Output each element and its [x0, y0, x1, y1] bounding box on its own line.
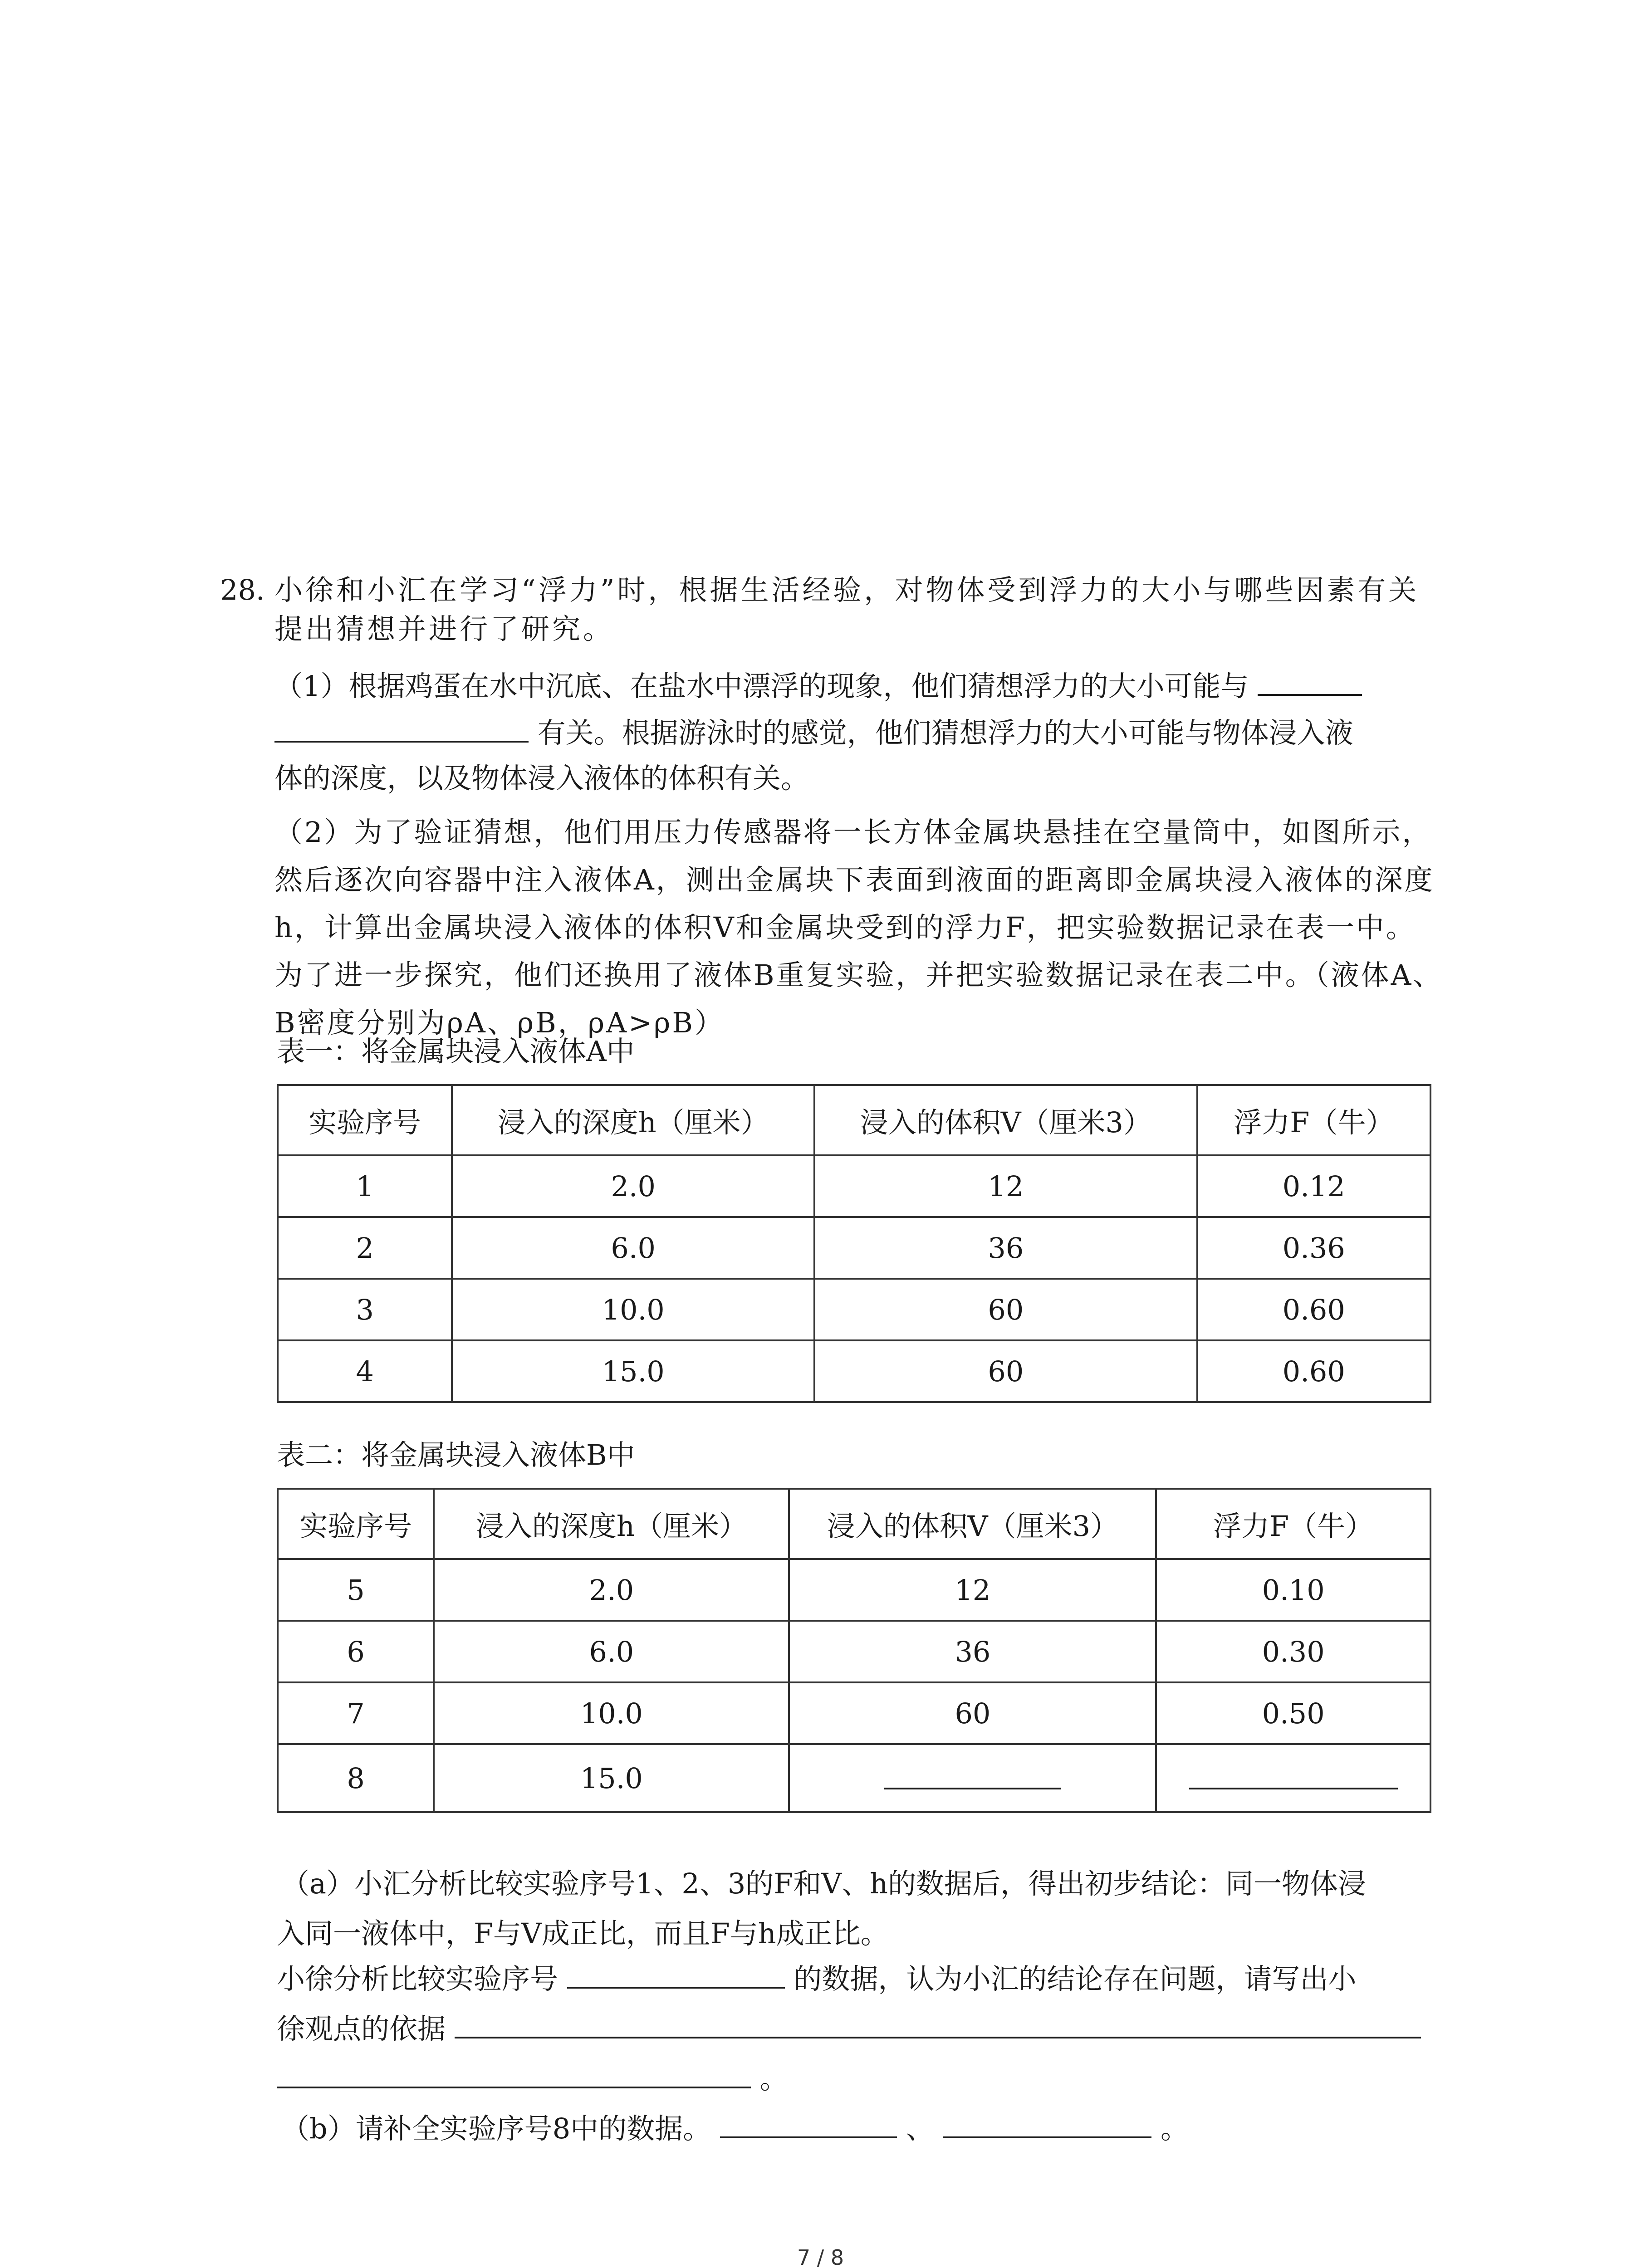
- table-cell: 0.50: [1156, 1682, 1430, 1744]
- sub-a-end: 。: [759, 2062, 788, 2095]
- table-cell: 0.60: [1197, 1340, 1430, 1402]
- table-row: [278, 1559, 1430, 1621]
- table-cell: 3: [278, 1279, 452, 1340]
- table1-header-cell: 实验序号: [278, 1085, 452, 1155]
- part1-line2: [274, 714, 1353, 753]
- part1-text-a: （1）根据鸡蛋在水中沉底、在盐水中漂浮的现象，他们猜想浮力的大小可能与: [274, 670, 1249, 703]
- table-row: [278, 1744, 1430, 1812]
- answer-blank-1b[interactable]: [274, 714, 529, 743]
- sub-b-sep: 、: [906, 2112, 934, 2145]
- table-cell: 0.30: [1156, 1621, 1430, 1682]
- answer-cell-force[interactable]: [1156, 1744, 1430, 1812]
- answer-blank-b2[interactable]: [943, 2109, 1151, 2138]
- answer-cell-volume[interactable]: [789, 1744, 1156, 1812]
- table1-caption: 表一：将金属块浸入液体A中: [277, 1035, 635, 1068]
- table-cell: 1: [278, 1155, 452, 1217]
- table-cell: 15.0: [434, 1744, 789, 1812]
- table-cell: 15.0: [452, 1340, 814, 1402]
- sub-a-compare-text-b: 的数据，认为小汇的结论存在问题，请写出小: [794, 1962, 1357, 1995]
- table1-header-cell: 浸入的体积V（厘米3）: [814, 1085, 1197, 1155]
- table-cell: 10.0: [434, 1682, 789, 1744]
- answer-blank-compare[interactable]: [567, 1960, 785, 1989]
- table-cell: 60: [814, 1340, 1197, 1402]
- table2-header-cell: 浸入的体积V（厘米3）: [789, 1489, 1156, 1559]
- answer-blank-volume[interactable]: [884, 1779, 1061, 1789]
- sub-a-basis-text: 徐观点的依据: [277, 2012, 446, 2045]
- answer-blank-basis-1[interactable]: [455, 2009, 1421, 2038]
- table1-header-row: [278, 1085, 1430, 1155]
- sub-a-line1: （a）小汇分析比较实验序号1、2、3的F和V、h的数据后，得出初步结论：同一物体浸: [281, 1867, 1367, 1900]
- sub-b: [281, 2109, 1189, 2148]
- part1-line1: [274, 667, 1362, 706]
- table-cell: 0.36: [1197, 1217, 1430, 1279]
- table-cell: 6.0: [452, 1217, 814, 1279]
- table-cell: 2.0: [452, 1155, 814, 1217]
- table-cell: 12: [789, 1559, 1156, 1621]
- table-row: [278, 1621, 1430, 1682]
- table1-header-cell: 浮力F（牛）: [1197, 1085, 1430, 1155]
- table1: [277, 1084, 1431, 1403]
- table2-header-cell: 浸入的深度h（厘米）: [434, 1489, 789, 1559]
- answer-blank-force[interactable]: [1189, 1779, 1398, 1789]
- table2: [277, 1488, 1431, 1813]
- table-cell: 60: [814, 1279, 1197, 1340]
- sub-a-line2: 入同一液体中，F与V成正比，而且F与h成正比。: [277, 1917, 889, 1950]
- table-cell: 2.0: [434, 1559, 789, 1621]
- table2-header-cell: 实验序号: [278, 1489, 434, 1559]
- table-row: [278, 1340, 1430, 1402]
- question-intro: 小徐和小汇在学习“浮力”时，根据生活经验，对物体受到浮力的大小与哪些因素有关提出猜想并进行了研究。: [274, 573, 1420, 645]
- sub-b-end: 。: [1161, 2112, 1189, 2145]
- table-cell: 0.10: [1156, 1559, 1430, 1621]
- page-number: 7 / 8: [797, 2245, 844, 2268]
- table-row: [278, 1682, 1430, 1744]
- part1-text-b: 有关。根据游泳时的感觉，他们猜想浮力的大小可能与物体浸入液: [537, 716, 1353, 749]
- table-cell: 5: [278, 1559, 434, 1621]
- sub-a-compare: [277, 1960, 1356, 1999]
- table-row: [278, 1279, 1430, 1340]
- table-cell: 36: [789, 1621, 1156, 1682]
- table-cell: 12: [814, 1155, 1197, 1217]
- table-cell: 6.0: [434, 1621, 789, 1682]
- table-cell: 6: [278, 1621, 434, 1682]
- table-cell: 10.0: [452, 1279, 814, 1340]
- table-cell: 7: [278, 1682, 434, 1744]
- sub-a-compare-text-a: 小徐分析比较实验序号: [277, 1962, 558, 1995]
- table-cell: 4: [278, 1340, 452, 1402]
- sub-a-basis-cont: [277, 2059, 788, 2098]
- part1-line3: 体的深度，以及物体浸入液体的体积有关。: [274, 762, 809, 795]
- table2-header-cell: 浮力F（牛）: [1156, 1489, 1430, 1559]
- sub-b-text: （b）请补全实验序号8中的数据。: [281, 2112, 711, 2145]
- table1-header-cell: 浸入的深度h（厘米）: [452, 1085, 814, 1155]
- answer-blank-b1[interactable]: [720, 2109, 897, 2138]
- answer-blank-1a[interactable]: [1258, 667, 1362, 696]
- question-number: 28.: [220, 573, 265, 606]
- table-row: [278, 1155, 1430, 1217]
- table-cell: 8: [278, 1744, 434, 1812]
- sub-a-basis: [277, 2009, 1421, 2048]
- answer-blank-basis-2[interactable]: [277, 2059, 751, 2088]
- table-cell: 0.12: [1197, 1155, 1430, 1217]
- table-cell: 60: [789, 1682, 1156, 1744]
- table-row: [278, 1217, 1430, 1279]
- table-cell: 36: [814, 1217, 1197, 1279]
- table-cell: 0.60: [1197, 1279, 1430, 1340]
- table2-caption: 表二：将金属块浸入液体B中: [277, 1438, 635, 1471]
- table2-header-row: [278, 1489, 1430, 1559]
- table-cell: 2: [278, 1217, 452, 1279]
- part2-paragraph: （2）为了验证猜想，他们用压力传感器将一长方体金属块悬挂在空量筒中，如图所示，然后逐次向容器中注入液体A，测出金属块下表面到液面的距离即金属块浸入液体的深度h，计算出金属块浸入液体的体积V和金属块受到的浮力F，把实验数据记录在表一中。为了进一步探究，他们还换用了液体B重复实验，并把实验数据记录在表二中。（液体A、B密度分别为ρA、ρB，ρA>ρB）: [274, 816, 1443, 1039]
